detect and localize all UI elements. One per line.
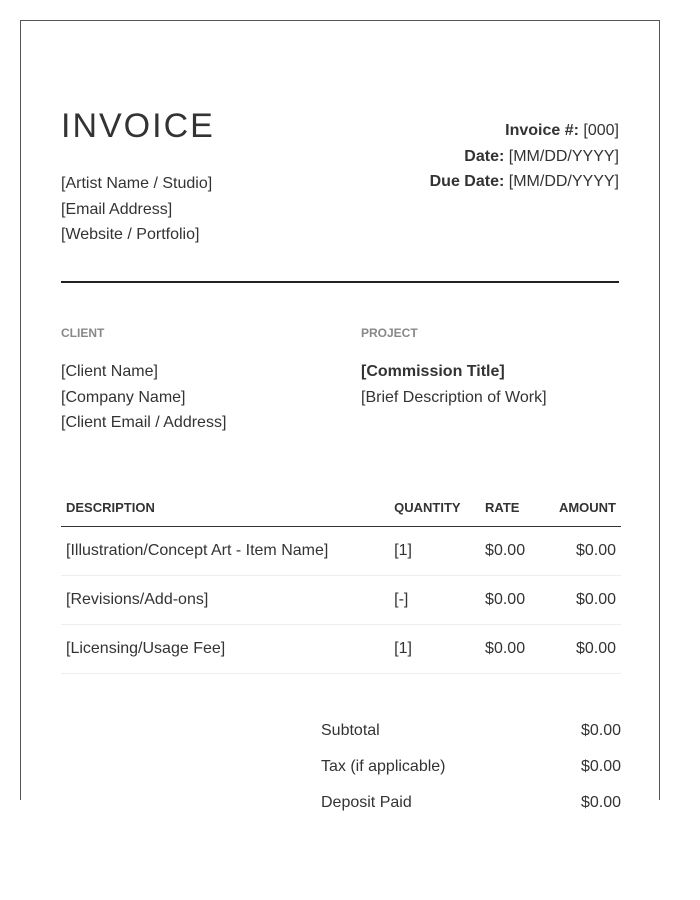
due-date-value: [MM/DD/YYYY]: [508, 173, 619, 190]
header-quantity: QUANTITY: [389, 489, 480, 527]
client-label: CLIENT: [61, 326, 105, 340]
row-rate: $0.00: [480, 527, 554, 576]
artist-info: [61, 171, 212, 248]
deposit-label: Deposit Paid: [321, 794, 412, 811]
row-quantity: [1]: [389, 527, 480, 576]
header-divider: [61, 281, 619, 283]
client-email-address: [Client Email / Address]: [61, 414, 227, 431]
client-company: [Company Name]: [61, 388, 186, 406]
project-description: [Brief Description of Work]: [361, 388, 547, 406]
invoice-page: [20, 20, 660, 811]
invoice-date-row: [430, 144, 619, 170]
tax-value: $0.00: [580, 758, 621, 775]
row-amount: $0.00: [554, 576, 621, 625]
project-info: [361, 359, 547, 410]
header-description: DESCRIPTION: [61, 489, 389, 527]
row-description: [Licensing/Usage Fee]: [61, 625, 389, 674]
subtotal-label: Subtotal: [321, 722, 380, 739]
artist-name: [Artist Name / Studio]: [61, 175, 213, 192]
row-quantity: [1]: [389, 625, 480, 674]
project-label: PROJECT: [361, 326, 418, 340]
row-rate: $0.00: [480, 625, 554, 674]
table-header-row: [61, 489, 621, 527]
deposit-row: [321, 793, 621, 829]
tax-row: [321, 757, 621, 793]
invoice-date-value: [MM/DD/YYYY]: [508, 147, 619, 165]
invoice-number-label: Invoice #:: [505, 122, 579, 139]
invoice-date-label: Date:: [464, 147, 505, 165]
row-description: [Revisions/Add-ons]: [61, 576, 389, 625]
invoice-title: INVOICE: [61, 107, 215, 145]
client-name: [Client Name]: [61, 363, 158, 380]
invoice-number-value: [000]: [583, 122, 619, 139]
row-description: [Illustration/Concept Art - Item Name]: [61, 527, 389, 576]
artist-website: [Website / Portfolio]: [61, 226, 200, 243]
table-row: [61, 625, 621, 674]
header-rate: RATE: [480, 489, 554, 527]
due-date-label: Due Date:: [429, 173, 505, 190]
row-quantity: [-]: [389, 576, 480, 625]
line-items-table: [61, 489, 621, 674]
due-date-row: [430, 169, 619, 195]
row-amount: $0.00: [554, 527, 621, 576]
project-title: [Commission Title]: [361, 363, 505, 380]
subtotal-value: $0.00: [580, 722, 621, 739]
row-amount: $0.00: [554, 625, 621, 674]
client-info: [61, 359, 226, 436]
invoice-meta: [430, 118, 619, 195]
totals-section: [321, 721, 621, 829]
deposit-value: $0.00: [580, 794, 621, 811]
invoice-number-row: [430, 118, 619, 144]
tax-label: Tax (if applicable): [321, 758, 446, 775]
row-rate: $0.00: [480, 576, 554, 625]
table-row: [61, 527, 621, 576]
artist-email: [Email Address]: [61, 200, 173, 218]
table-row: [61, 576, 621, 625]
subtotal-row: [321, 721, 621, 757]
header-amount: AMOUNT: [554, 489, 621, 527]
